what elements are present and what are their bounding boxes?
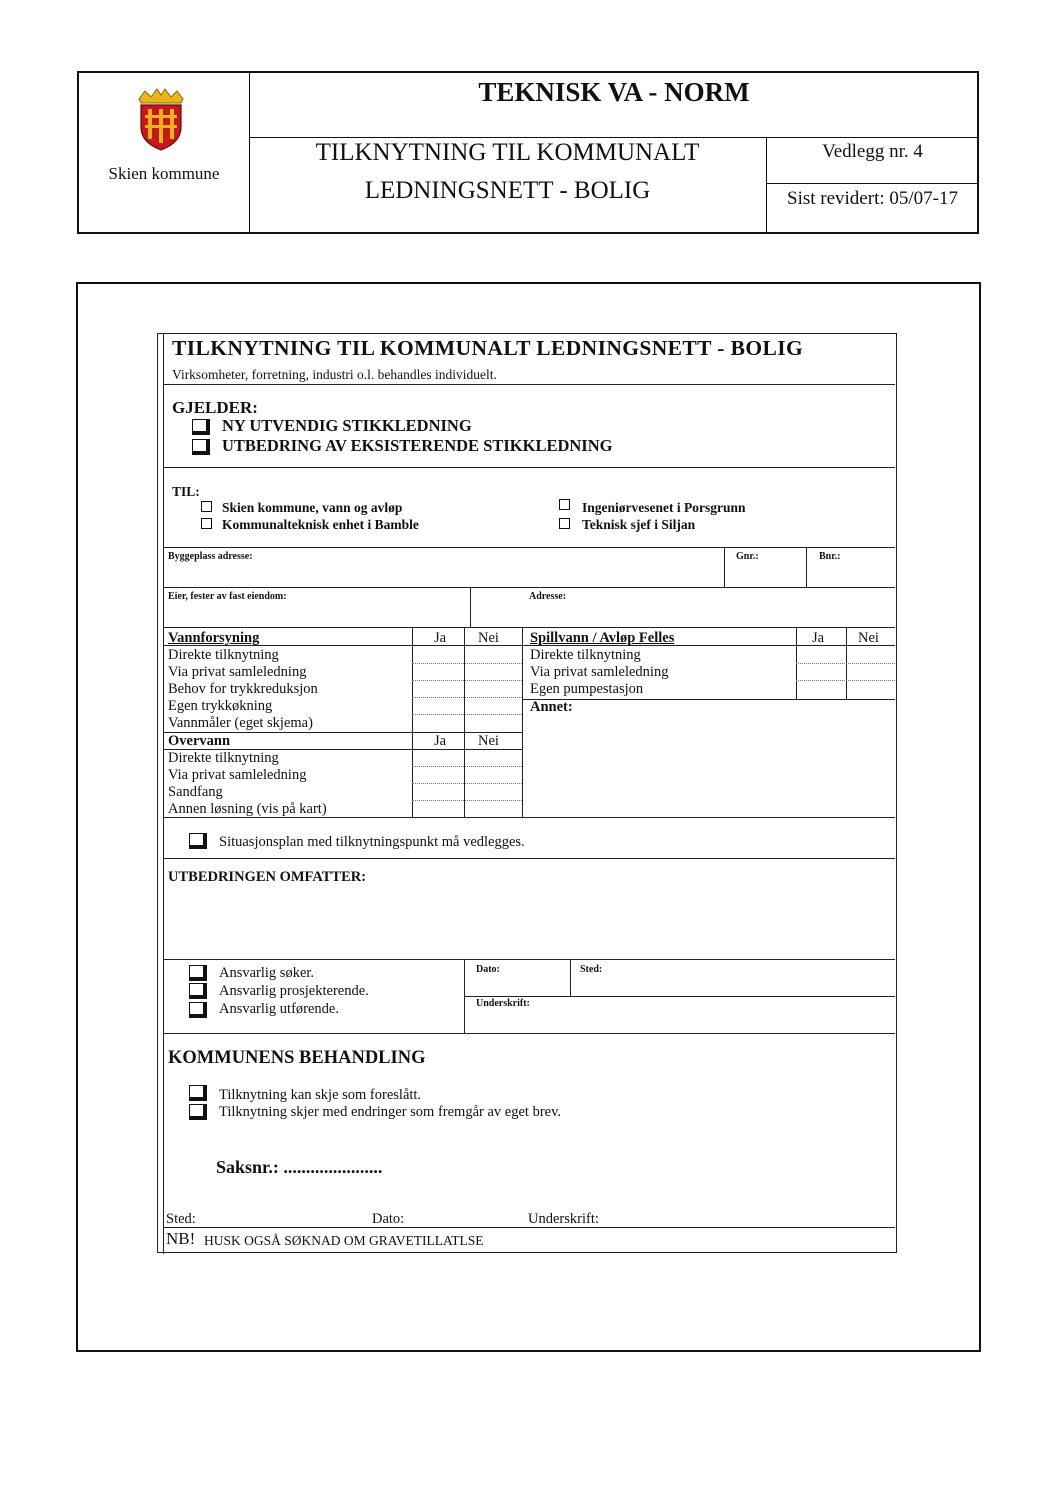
gjelder-option-repair: UTBEDRING AV EKSISTERENDE STIKKLEDNING	[222, 436, 613, 455]
rule	[164, 547, 895, 548]
porsgrunn-recipient-checkbox[interactable]	[559, 499, 570, 510]
rule	[164, 384, 895, 385]
gjelder-label: GJELDER:	[172, 398, 258, 417]
rule	[412, 627, 413, 817]
responsible-applicant-checkbox[interactable]	[189, 965, 207, 981]
vf-row-direct: Direkte tilknytning	[168, 647, 279, 663]
approved-checkbox[interactable]	[189, 1085, 207, 1101]
utbedringen-label: UTBEDRINGEN OMFATTER:	[168, 869, 367, 885]
form-body	[163, 334, 895, 1254]
dato-label: Dato:	[476, 964, 500, 975]
rule	[522, 645, 895, 646]
responsible-designer-checkbox[interactable]	[189, 983, 207, 999]
siljan-recipient-checkbox[interactable]	[559, 518, 570, 529]
rule	[522, 699, 895, 700]
vf-row-meter: Vannmåler (eget skjema)	[168, 715, 313, 731]
til-label: TIL:	[172, 484, 200, 499]
approved-with-changes-checkbox[interactable]	[189, 1104, 207, 1120]
form-title: TILKNYTNING TIL KOMMUNALT LEDNINGSNETT - BOLIG	[172, 336, 804, 360]
responsible-contractor-checkbox[interactable]	[189, 1002, 207, 1018]
sv-row-pump: Egen pumpestasjon	[530, 681, 644, 697]
rule	[164, 587, 895, 588]
doc-title-line2: LEDNINGSNETT - BOLIG	[364, 177, 651, 204]
rule	[412, 714, 522, 715]
bnr-label: Bnr.:	[819, 551, 841, 562]
norm-title: TEKNISK VA - NORM	[478, 77, 750, 107]
nb-text: HUSK OGSÅ SØKNAD OM GRAVETILLATLSE	[204, 1233, 484, 1248]
gjelder-option-new: NY UTVENDIG STIKKLEDNING	[222, 416, 472, 435]
rule	[412, 680, 522, 681]
ov-row-direct: Direkte tilknytning	[168, 750, 279, 766]
nei-header: Nei	[478, 733, 499, 749]
footer-sted-label: Sted:	[166, 1211, 196, 1227]
rule	[796, 663, 895, 664]
til-option-siljan: Teknisk sjef i Siljan	[582, 517, 696, 532]
nei-header: Nei	[478, 630, 499, 646]
rule	[806, 547, 807, 587]
rule	[164, 627, 895, 628]
kommunens-behandling-label: KOMMUNENS BEHANDLING	[168, 1048, 426, 1068]
new-service-line-checkbox[interactable]	[192, 419, 210, 435]
rule	[164, 959, 895, 960]
ansvarlig-soker: Ansvarlig søker.	[219, 965, 315, 981]
footer-dato-label: Dato:	[372, 1211, 405, 1227]
gnr-label: Gnr.:	[736, 551, 759, 562]
ov-row-private: Via privat samleledning	[168, 767, 307, 783]
behandling-changes: Tilknytning skjer med endringer som fremgår av eget brev.	[219, 1104, 562, 1120]
nei-header: Nei	[858, 630, 879, 646]
vf-row-private: Via privat samleledning	[168, 664, 307, 680]
revised-date: Sist revidert: 05/07-17	[787, 188, 958, 209]
vf-row-pressure-boost: Egen trykkøkning	[168, 698, 273, 714]
footer-underskrift-label: Underskrift:	[528, 1211, 599, 1227]
application-form	[157, 333, 897, 1253]
byggeplass-label: Byggeplass adresse:	[168, 551, 253, 562]
ov-row-other: Annen løsning (vis på kart)	[168, 801, 327, 817]
eier-label: Eier, fester av fast eiendom:	[168, 591, 287, 602]
ansvarlig-utforende: Ansvarlig utførende.	[219, 1001, 339, 1017]
adresse-label: Adresse:	[529, 591, 567, 602]
rule	[164, 1227, 895, 1228]
ansvarlig-prosjekterende: Ansvarlig prosjekterende.	[219, 983, 369, 999]
underskrift-label: Underskrift:	[476, 998, 530, 1009]
til-option-porsgrunn: Ingeniørvesenet i Porsgrunn	[582, 500, 746, 515]
rule	[164, 817, 895, 818]
repair-service-line-checkbox[interactable]	[192, 439, 210, 455]
sv-row-direct: Direkte tilknytning	[530, 647, 641, 663]
rule	[470, 587, 471, 627]
skien-recipient-checkbox[interactable]	[201, 501, 212, 512]
spillvann-header: Spillvann / Avløp Felles	[530, 630, 675, 646]
doc-title-line1: TILKNYTNING TIL KOMMUNALT	[315, 139, 700, 166]
header-divider	[249, 137, 977, 138]
rule	[412, 800, 522, 801]
ja-header: Ja	[812, 630, 825, 646]
rule	[412, 783, 522, 784]
rule	[724, 547, 725, 587]
rule	[412, 697, 522, 698]
overvann-header: Overvann	[168, 733, 231, 749]
rule	[412, 766, 522, 767]
rule	[464, 627, 465, 817]
rule	[412, 663, 522, 664]
form-subtitle: Virksomheter, forretning, industri o.l. behandles individuelt.	[172, 367, 497, 382]
ja-header: Ja	[434, 630, 447, 646]
site-plan-checkbox[interactable]	[189, 833, 207, 849]
behandling-approved: Tilknytning kan skje som foreslått.	[219, 1087, 422, 1103]
annet-label: Annet:	[530, 699, 573, 715]
rule	[164, 467, 895, 468]
ja-header: Ja	[434, 733, 447, 749]
skien-coat-of-arms-logo	[135, 87, 187, 151]
til-option-skien: Skien kommune, vann og avløp	[222, 500, 403, 515]
attachment-number: Vedlegg nr. 4	[822, 141, 923, 162]
sted-label: Sted:	[580, 964, 603, 975]
saksnr-field: Saksnr.: ......................	[216, 1157, 383, 1177]
org-name: Skien kommune	[108, 164, 220, 183]
rule	[570, 959, 571, 996]
vf-row-pressure-reduction: Behov for trykkreduksjon	[168, 681, 318, 697]
situasjonsplan-text: Situasjonsplan med tilknytningspunkt må vedlegges.	[219, 834, 525, 850]
rule	[796, 680, 895, 681]
til-option-bamble: Kommunalteknisk enhet i Bamble	[222, 517, 419, 532]
header-divider	[766, 183, 977, 184]
vannforsyning-header: Vannforsyning	[168, 630, 260, 646]
ov-row-sandfang: Sandfang	[168, 784, 223, 800]
document-header	[77, 71, 979, 234]
rule	[164, 645, 522, 646]
rule	[164, 1033, 895, 1034]
nb-label: NB!	[166, 1229, 196, 1248]
sv-row-private: Via privat samleledning	[530, 664, 669, 680]
bamble-recipient-checkbox[interactable]	[201, 518, 212, 529]
rule	[522, 627, 523, 817]
rule	[464, 996, 895, 997]
rule	[164, 858, 895, 859]
